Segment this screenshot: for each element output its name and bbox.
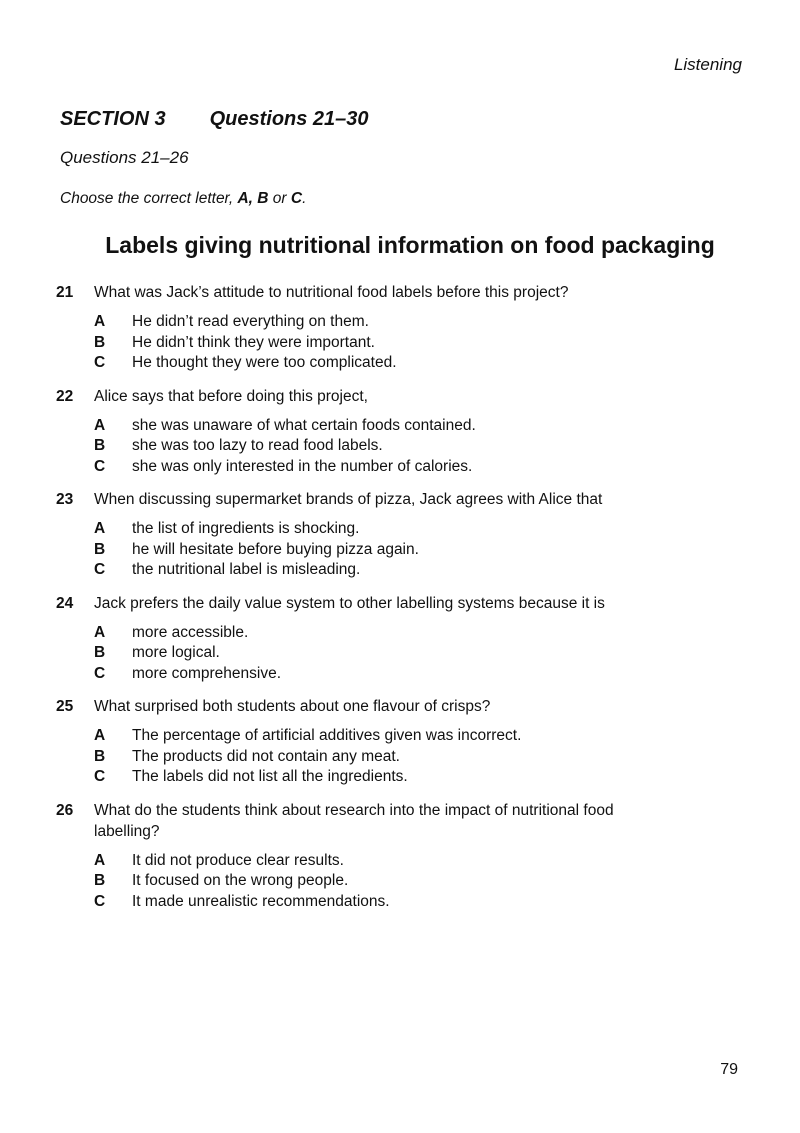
- section-heading: [60, 108, 369, 131]
- option-b[interactable]: [94, 747, 746, 768]
- question-21: [56, 282, 746, 374]
- running-head: Listening: [673, 55, 742, 74]
- option-text: the nutritional label is misleading.: [132, 561, 361, 578]
- instruction-or: or: [268, 190, 291, 207]
- option-a[interactable]: [94, 416, 746, 437]
- option-b[interactable]: [94, 643, 746, 664]
- option-letter: B: [94, 540, 106, 558]
- option-text: It did not produce clear results.: [132, 851, 344, 869]
- option-b[interactable]: [94, 436, 746, 457]
- option-a[interactable]: [94, 623, 746, 644]
- option-text: she was only interested in the number of calories.: [132, 457, 473, 475]
- option-b[interactable]: [94, 871, 746, 892]
- instruction-text: Choose the correct letter,: [60, 190, 238, 207]
- option-a[interactable]: [94, 851, 746, 872]
- option-b[interactable]: [94, 540, 746, 561]
- option-text: It made unrealistic recommendations.: [132, 892, 390, 910]
- page-title-text: Labels giving nutritional information on food packaging: [105, 232, 715, 258]
- option-letter: B: [94, 437, 106, 454]
- option-letter: A: [94, 416, 106, 434]
- option-text: the list of ingredients is shocking.: [132, 520, 360, 537]
- option-letter: B: [94, 333, 106, 351]
- option-list: [94, 623, 746, 685]
- question-text: What surprised both students about one flavour of crisps?: [94, 698, 491, 715]
- option-letter: A: [94, 313, 106, 330]
- option-letter: A: [94, 520, 106, 537]
- option-text: more logical.: [132, 644, 220, 661]
- option-text: more accessible.: [132, 623, 249, 641]
- option-a[interactable]: [94, 312, 746, 333]
- option-text: The labels did not list all the ingredients.: [132, 768, 408, 785]
- option-c[interactable]: [94, 457, 746, 478]
- option-letter: C: [94, 354, 106, 371]
- instruction: [60, 190, 306, 208]
- instruction-letters: A, B: [237, 190, 269, 207]
- option-letter: B: [94, 747, 106, 765]
- question-26: [56, 800, 746, 913]
- option-text: The percentage of artificial additives given was incorrect.: [132, 727, 522, 744]
- instruction-end: .: [302, 190, 307, 207]
- option-text: she was unaware of what certain foods contained.: [132, 416, 476, 434]
- option-text: he will hesitate before buying pizza again.: [132, 540, 419, 558]
- option-letter: A: [94, 727, 106, 744]
- option-text: It focused on the wrong people.: [132, 872, 349, 889]
- question-25: [56, 696, 746, 788]
- question-number: 22: [56, 387, 74, 405]
- option-letter: C: [94, 892, 106, 910]
- option-text: He thought they were too complicated.: [132, 354, 397, 371]
- question-number: 26: [56, 801, 74, 819]
- questions-range: Questions 21–30: [209, 108, 369, 130]
- option-c[interactable]: [94, 560, 746, 581]
- option-text: more comprehensive.: [132, 664, 282, 682]
- option-letter: C: [94, 768, 106, 785]
- page-number: 79: [720, 1061, 738, 1078]
- option-c[interactable]: [94, 767, 746, 788]
- option-a[interactable]: [94, 726, 746, 747]
- option-letter: C: [94, 664, 106, 682]
- option-c[interactable]: [94, 664, 746, 685]
- question-24: [56, 593, 746, 685]
- option-list: [94, 726, 746, 788]
- question-text: Alice says that before doing this project,: [94, 387, 368, 405]
- option-list: [94, 851, 746, 913]
- option-list: [94, 519, 746, 581]
- question-text: What do the students think about research into the impact of nutritional food labelling?: [94, 801, 614, 840]
- option-text: The products did not contain any meat.: [132, 747, 400, 765]
- option-b[interactable]: [94, 333, 746, 354]
- option-text: she was too lazy to read food labels.: [132, 437, 383, 454]
- question-text: When discussing supermarket brands of pizza, Jack agrees with Alice that: [94, 491, 603, 508]
- section-label: SECTION 3: [60, 108, 166, 130]
- question-number: 21: [56, 284, 74, 301]
- option-c[interactable]: [94, 353, 746, 374]
- option-text: He didn’t read everything on them.: [132, 313, 369, 330]
- question-text: What was Jack’s attitude to nutritional food labels before this project?: [94, 284, 569, 301]
- question-list: [56, 282, 746, 924]
- option-letter: A: [94, 623, 106, 641]
- question-number: 25: [56, 698, 74, 715]
- question-23: [56, 489, 746, 581]
- option-list: [94, 416, 746, 478]
- question-number: 23: [56, 491, 74, 508]
- question-number: 24: [56, 594, 74, 612]
- option-letter: C: [94, 561, 106, 578]
- subheading: Questions 21–26: [60, 148, 189, 167]
- option-letter: A: [94, 851, 106, 869]
- option-c[interactable]: [94, 892, 746, 913]
- page-title: [0, 232, 800, 259]
- question-22: [56, 386, 746, 478]
- option-letter: B: [94, 872, 106, 889]
- option-a[interactable]: [94, 519, 746, 540]
- question-text: Jack prefers the daily value system to other labelling systems because it is: [94, 594, 605, 612]
- option-letter: B: [94, 644, 106, 661]
- instruction-last-letter: C: [290, 190, 303, 207]
- option-letter: C: [94, 457, 106, 475]
- option-list: [94, 312, 746, 374]
- option-text: He didn’t think they were important.: [132, 333, 375, 351]
